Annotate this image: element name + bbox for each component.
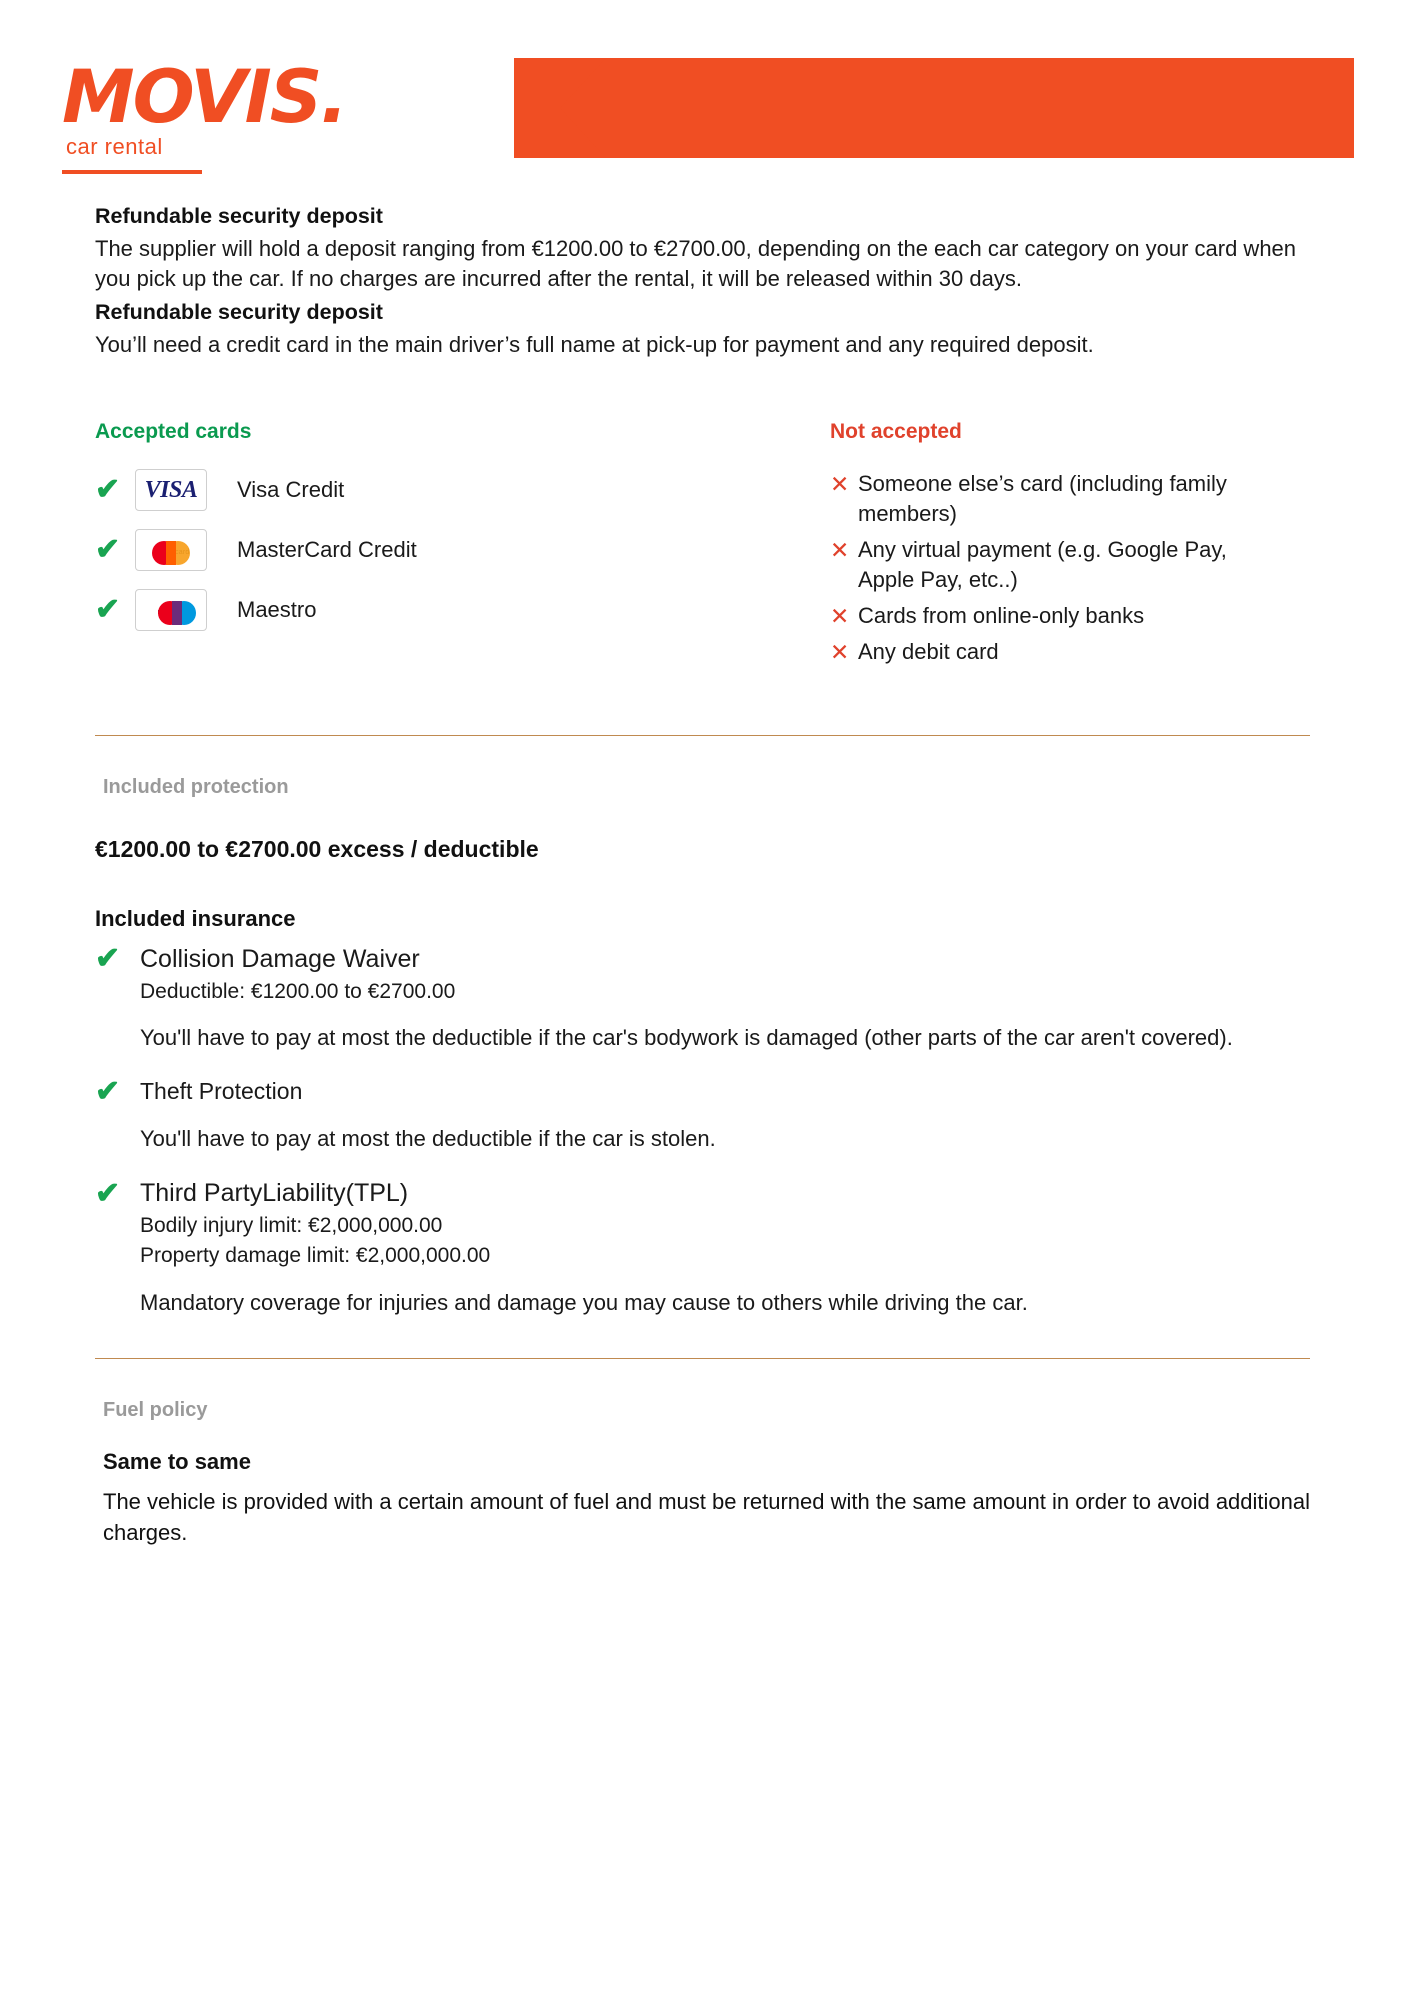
- check-icon: ✔: [95, 533, 121, 567]
- insurance-description: You'll have to pay at most the deductible if the car is stolen.: [140, 1125, 716, 1151]
- check-icon: ✔: [95, 593, 121, 627]
- insurance-subtext: Bodily injury limit: €2,000,000.00: [140, 1213, 443, 1237]
- accepted-card-row: [95, 529, 830, 571]
- not-accepted-row: [830, 601, 1334, 631]
- deposit-text-2: You’ll need a credit card in the main driver’s full name at pick-up for payment and any required deposit.: [95, 332, 1094, 358]
- card-label: Visa Credit: [237, 477, 345, 503]
- insurance-item: [95, 1076, 1334, 1155]
- cross-icon: ✕: [830, 639, 850, 666]
- not-accepted-title: Not accepted: [830, 420, 962, 444]
- insurance-item: [95, 1176, 1334, 1318]
- insurance-title: Collision Damage Waiver: [140, 945, 420, 974]
- deposit-section: [95, 202, 1334, 360]
- not-accepted-column: [830, 418, 1334, 673]
- insurance-title: Third PartyLiability(TPL): [140, 1179, 409, 1208]
- card-label: Maestro: [237, 597, 317, 623]
- check-icon: ✔: [95, 1074, 121, 1108]
- insurance-title: Theft Protection: [140, 1077, 303, 1104]
- section-divider: [95, 1358, 1310, 1359]
- included-protection-label: Included protection: [103, 776, 289, 799]
- card-label: MasterCard Credit: [237, 537, 417, 563]
- not-accepted-text: Someone else’s card (including family members): [858, 471, 1227, 527]
- deposit-heading-1: Refundable security deposit: [95, 204, 383, 228]
- not-accepted-row: [830, 637, 1334, 667]
- maestro-logo-icon: [135, 589, 207, 631]
- fuel-policy-label: Fuel policy: [103, 1399, 208, 1422]
- brand-bar-block: [514, 58, 1354, 158]
- not-accepted-text: Any virtual payment (e.g. Google Pay, Apple Pay, etc..): [858, 537, 1227, 593]
- page-header: [0, 0, 1414, 190]
- excess-deductible-value: €1200.00 to €2700.00 excess / deductible: [95, 835, 539, 862]
- accepted-card-row: [95, 469, 830, 511]
- brand-tagline: car rental: [66, 134, 163, 159]
- check-icon: ✔: [95, 1176, 121, 1210]
- cross-icon: ✕: [830, 537, 850, 564]
- deposit-text-1: The supplier will hold a deposit ranging from €1200.00 to €2700.00, depending on the each car category on your card when you pick up the car. If no charges are incurred after the rental, it will be released within 30 days.: [95, 235, 1297, 292]
- deposit-heading-2: Refundable security deposit: [95, 300, 383, 325]
- cards-section: [95, 418, 1334, 673]
- mastercard-logo-icon: [135, 529, 207, 571]
- fuel-policy-heading: Same to same: [103, 1449, 251, 1475]
- accepted-cards-title: Accepted cards: [95, 420, 252, 444]
- insurance-description: You'll have to pay at most the deductible if the car's bodywork is damaged (other parts of the car aren't covered).: [140, 1024, 1233, 1050]
- check-icon: ✔: [95, 942, 121, 976]
- brand-underline: [62, 170, 202, 174]
- included-insurance-heading: Included insurance: [95, 905, 296, 931]
- document-content: [0, 202, 1414, 1548]
- insurance-item: [95, 942, 1334, 1054]
- accepted-card-row: [95, 589, 830, 631]
- not-accepted-row: [830, 535, 1334, 595]
- brand-logo: [62, 55, 347, 162]
- visa-logo-icon: VISA: [135, 469, 207, 511]
- cross-icon: ✕: [830, 471, 850, 498]
- not-accepted-text: Any debit card: [858, 639, 999, 665]
- check-icon: ✔: [95, 473, 121, 507]
- brand-name: MOVIS.: [62, 55, 347, 140]
- not-accepted-text: Cards from online-only banks: [858, 603, 1145, 629]
- insurance-subtext: Deductible: €1200.00 to €2700.00: [140, 979, 456, 1003]
- insurance-description: Mandatory coverage for injuries and damage you may cause to others while driving the car.: [140, 1289, 1028, 1315]
- cross-icon: ✕: [830, 603, 850, 630]
- fuel-policy-text: The vehicle is provided with a certain amount of fuel and must be returned with the same amount in order to avoid additional charges.: [103, 1489, 1311, 1545]
- brand-banner: [62, 55, 1354, 159]
- section-divider: [95, 735, 1310, 736]
- insurance-subtext-2: Property damage limit: €2,000,000.00: [140, 1244, 491, 1268]
- not-accepted-row: [830, 469, 1334, 529]
- accepted-cards-column: [95, 418, 830, 673]
